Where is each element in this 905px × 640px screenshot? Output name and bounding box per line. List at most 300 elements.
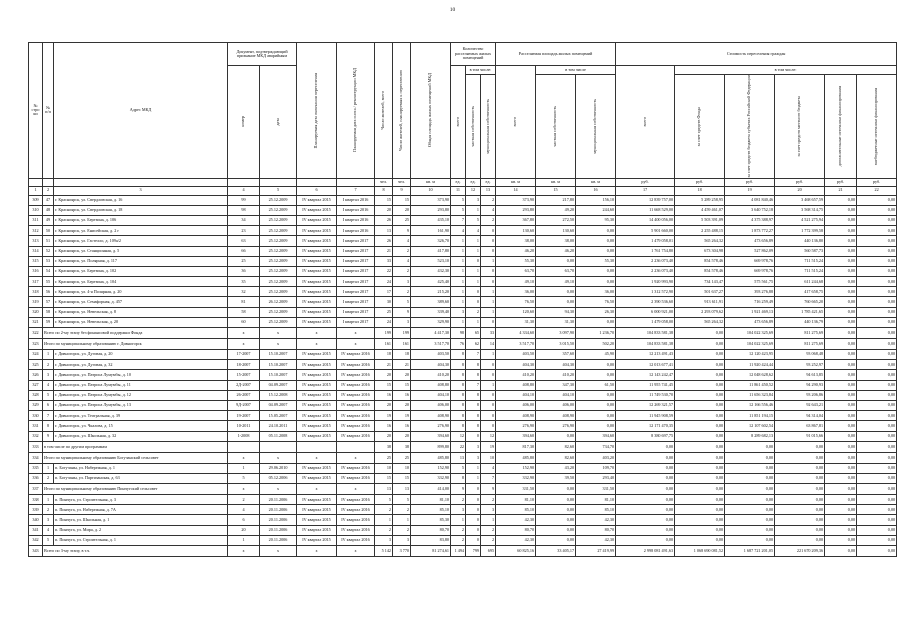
table-cell: 16 xyxy=(375,390,393,400)
table-cell: 0,00 xyxy=(825,195,857,205)
table-cell: 0,00 xyxy=(675,360,725,370)
table-cell: 501 637,27 xyxy=(675,287,725,297)
subtotal-row xyxy=(29,484,897,495)
table-cell: x xyxy=(297,484,337,495)
table-cell: 82,60 xyxy=(536,452,576,463)
table-cell: 0,00 xyxy=(857,421,897,431)
table-cell: 3 xyxy=(375,535,393,545)
table-cell: 0,00 xyxy=(857,328,897,339)
table-cell: 0,00 xyxy=(536,431,576,441)
column-number: 6 xyxy=(297,186,337,195)
table-cell: 0 xyxy=(466,505,481,515)
table-cell: 337 xyxy=(29,484,43,495)
table-cell: IV квартал 2015 xyxy=(297,431,337,441)
table-cell: 417 658,75 xyxy=(775,287,825,297)
table-cell: 0,00 xyxy=(616,484,675,495)
table-cell: 49 xyxy=(43,215,54,225)
table-cell: 55,30 xyxy=(576,256,616,266)
table-cell: 8 xyxy=(451,411,466,421)
table-cell: 0,00 xyxy=(857,287,897,297)
table-cell: 15-2007 xyxy=(228,370,260,380)
table-cell: 1 xyxy=(393,515,411,525)
table-cell: 104 833 581,38 xyxy=(616,328,675,339)
table-cell: 61,50 xyxy=(576,380,616,390)
table-cell: 94 290,93 xyxy=(775,380,825,390)
table-cell: 0,00 xyxy=(675,431,725,441)
table-cell: 0,00 xyxy=(825,350,857,360)
table-cell: 408,80 xyxy=(496,380,536,390)
table-cell: 5 xyxy=(393,297,411,307)
table-cell: 0,00 xyxy=(857,463,897,473)
table-cell: 425,40 xyxy=(411,277,451,287)
table-cell: 312 xyxy=(29,226,43,236)
table-cell: 0,00 xyxy=(536,515,576,525)
table-cell: 25 xyxy=(393,215,411,225)
table-cell: 0,00 xyxy=(857,370,897,380)
unit-sqm: кв. м xyxy=(496,178,536,186)
table-cell: 0,00 xyxy=(857,525,897,535)
table-cell: 48 xyxy=(43,205,54,215)
table-cell: 0,00 xyxy=(857,360,897,370)
table-cell: 0,00 xyxy=(675,515,725,525)
table-cell: IV квартал 2015 xyxy=(297,370,337,380)
table-cell: x xyxy=(260,546,297,557)
table-cell: 10-2011 xyxy=(228,421,260,431)
table-cell: 10 xyxy=(375,463,393,473)
table-cell: 38 xyxy=(393,441,411,452)
table-cell: 130,60 xyxy=(496,226,536,236)
table-cell: 0,00 xyxy=(857,535,897,545)
table-cell: 5 142 xyxy=(375,546,393,557)
table-cell: 0,00 xyxy=(825,287,857,297)
subtotal-row xyxy=(29,339,897,350)
table-cell: 2 236 073,40 xyxy=(616,266,675,276)
table-cell: 3 640 752,18 xyxy=(725,205,775,215)
table-cell: 104 022 325,69 xyxy=(725,328,775,339)
table-cell: 716 259,49 xyxy=(725,297,775,307)
table-cell: 9 xyxy=(481,484,496,495)
table-cell: 0,00 xyxy=(725,452,775,463)
header-cost-subject: за счет средств бюджета субъекта Российской Федерации xyxy=(725,75,775,179)
table-cell: 1 xyxy=(466,463,481,473)
unit-rub: руб. xyxy=(857,178,897,186)
table-cell: 3 517,70 xyxy=(411,339,451,350)
table-cell: 85,10 xyxy=(496,505,536,515)
table-cell: 0,00 xyxy=(616,473,675,483)
table-cell: 0,00 xyxy=(775,484,825,495)
table-cell: 473 656,89 xyxy=(725,236,775,246)
table-cell: 8 xyxy=(451,350,466,360)
table-cell: 14 xyxy=(481,339,496,350)
table-cell: 8 xyxy=(451,390,466,400)
table-cell: 25.12.2009 xyxy=(260,226,297,236)
table-cell: г. Красноярск, ул. Березина, д. 106 xyxy=(54,215,228,225)
table-cell: 0,00 xyxy=(857,215,897,225)
table-cell: 2 998 081 491,63 xyxy=(616,546,675,557)
table-cell: 2 xyxy=(393,287,411,297)
column-number: 3 xyxy=(54,186,228,195)
table-cell: IV квартал 2016 xyxy=(337,421,375,431)
table-cell: 0,00 xyxy=(825,339,857,350)
table-cell: 0,00 xyxy=(536,535,576,545)
table-cell: IV квартал 2015 xyxy=(297,515,337,525)
table-cell: 5 xyxy=(451,195,466,205)
table-cell: 25.12.2009 xyxy=(260,307,297,317)
table-cell: I квартал 2017 xyxy=(337,266,375,276)
table-cell: 34 xyxy=(228,215,260,225)
table-cell: 0,00 xyxy=(725,441,775,452)
table-cell: 406,00 xyxy=(411,400,451,410)
table-cell: 20.11.2006 xyxy=(260,535,297,545)
table-cell: 0,00 xyxy=(725,495,775,505)
table-cell: 2 xyxy=(393,246,411,256)
table-cell: 25.12.2009 xyxy=(260,246,297,256)
table-cell: 1 494 xyxy=(451,546,466,557)
table-cell: 0,00 xyxy=(825,297,857,307)
table-cell: 1 xyxy=(451,246,466,256)
column-number: 12 xyxy=(466,186,481,195)
table-cell: 3 xyxy=(451,505,466,515)
table-cell: 329 xyxy=(29,400,43,410)
table-cell: п. Пинчуга, ул. Школьная, д. 1 xyxy=(54,515,228,525)
table-cell: IV квартал 2015 xyxy=(297,380,337,390)
table-cell: 30 xyxy=(375,297,393,307)
table-cell: 80,70 xyxy=(576,525,616,535)
table-cell: 11 955 741,45 xyxy=(616,380,675,390)
table-cell: 56 xyxy=(43,287,54,297)
table-cell: I квартал 2017 xyxy=(337,277,375,287)
table-cell: 324 xyxy=(29,350,43,360)
table-row xyxy=(29,266,897,276)
table-cell: 0,00 xyxy=(825,441,857,452)
column-number: 2 xyxy=(43,186,54,195)
table-cell: 913 611,91 xyxy=(675,297,725,307)
table-cell: 11 749 530,70 xyxy=(616,390,675,400)
table-cell: 0 xyxy=(481,246,496,256)
column-number: 11 xyxy=(451,186,466,195)
table-cell: 12 120 423,95 xyxy=(725,350,775,360)
table-cell: 7 xyxy=(451,215,466,225)
header-rooms-private: частная собственность xyxy=(466,75,481,179)
table-cell: 0,00 xyxy=(616,452,675,463)
table-cell: IV квартал 2015 xyxy=(297,307,337,317)
table-cell: 25.12.2009 xyxy=(260,205,297,215)
table-cell: 21 xyxy=(393,360,411,370)
table-cell: 63 xyxy=(228,236,260,246)
table-cell: 0,00 xyxy=(675,441,725,452)
table-cell: 25.12.2009 xyxy=(260,215,297,225)
table-cell: 20 xyxy=(375,205,393,215)
table-cell: 332 xyxy=(29,431,43,441)
table-cell: 8 xyxy=(466,400,481,410)
table-cell: 0,00 xyxy=(576,411,616,421)
table-cell: 0,00 xyxy=(775,515,825,525)
table-cell: 1 xyxy=(466,317,481,327)
table-cell: 1 479 058,01 xyxy=(616,236,675,246)
table-cell: 25.12.2009 xyxy=(260,317,297,327)
table-cell: 0,00 xyxy=(857,380,897,390)
table-cell: 161 xyxy=(375,339,393,350)
table-cell: п. Пинчуга, ул. Мира, д. 2 xyxy=(54,525,228,535)
table-cell: 1 xyxy=(451,515,466,525)
table-cell: 20 xyxy=(393,205,411,215)
table-cell: 15.10.2007 xyxy=(260,360,297,370)
table-cell: 0,00 xyxy=(616,495,675,505)
table-cell: 0,00 xyxy=(775,473,825,483)
table-cell: IV квартал 2016 xyxy=(337,495,375,505)
table-cell: 0 xyxy=(466,431,481,441)
table-cell: 0,00 xyxy=(857,495,897,505)
subtotal-row xyxy=(29,452,897,463)
subtotal-label: Итого по муниципальному образованию Богучанский сельсовет xyxy=(43,452,228,463)
table-cell: 0,00 xyxy=(725,535,775,545)
table-cell: IV квартал 2016 xyxy=(337,463,375,473)
table-cell: 0 xyxy=(481,317,496,327)
table-cell: 0,00 xyxy=(825,535,857,545)
table-cell: x xyxy=(297,452,337,463)
table-cell: 1 921 469,13 xyxy=(725,307,775,317)
table-cell: 12 839 757,00 xyxy=(616,195,675,205)
table-cell: 0,00 xyxy=(616,525,675,535)
table-cell: 0 xyxy=(466,256,481,266)
table-cell: 1 xyxy=(481,515,496,525)
table-cell xyxy=(228,441,260,452)
table-cell: 3 xyxy=(393,317,411,327)
table-cell: 328 xyxy=(29,390,43,400)
table-cell: 1 xyxy=(43,350,54,360)
table-cell: 1 xyxy=(466,246,481,256)
table-cell: x xyxy=(337,484,375,495)
table-cell: 394,60 xyxy=(576,431,616,441)
table-cell: 1 687 721 201,05 xyxy=(725,546,775,557)
header-cost-incl: в том числе: xyxy=(675,66,897,75)
table-cell: 36,00 xyxy=(496,287,536,297)
table-row xyxy=(29,525,897,535)
table-cell: 22 xyxy=(451,441,466,452)
table-cell: 1-2008 xyxy=(228,431,260,441)
table-cell: 0,00 xyxy=(775,505,825,515)
table-cell: 2 xyxy=(228,495,260,505)
table-cell: IV квартал 2015 xyxy=(297,390,337,400)
subtotal-row xyxy=(29,328,897,339)
table-cell: 0,00 xyxy=(825,400,857,410)
table-cell: 82,60 xyxy=(536,441,576,452)
unit-cell xyxy=(337,178,375,186)
table-cell: 0,00 xyxy=(675,370,725,380)
table-cell: 8 xyxy=(451,380,466,390)
column-number: 22 xyxy=(857,186,897,195)
table-row xyxy=(29,473,897,483)
table-cell: 0,00 xyxy=(725,473,775,483)
table-cell: 161 xyxy=(393,339,411,350)
table-cell: 0,00 xyxy=(825,360,857,370)
table-cell: 21 xyxy=(375,360,393,370)
table-cell: 2Д-2007 xyxy=(228,380,260,390)
table-cell: 0,00 xyxy=(616,441,675,452)
table-cell: 2 xyxy=(481,535,496,545)
table-cell xyxy=(337,441,375,452)
table-cell: 0,00 xyxy=(675,400,725,410)
table-cell: x xyxy=(297,328,337,339)
table-cell: 2 xyxy=(393,505,411,515)
header-planned-date: Планируемая дата окончания переселения xyxy=(297,43,337,179)
table-cell: IV квартал 2015 xyxy=(297,505,337,515)
table-cell: 1 479 058,00 xyxy=(616,317,675,327)
table-cell: 32 xyxy=(228,287,260,297)
unit-rub: руб. xyxy=(675,178,725,186)
table-cell: 1 873 772,27 xyxy=(725,226,775,236)
table-cell: 26,30 xyxy=(576,307,616,317)
table-cell: 10 xyxy=(481,452,496,463)
table-cell: I квартал 2017 xyxy=(337,297,375,307)
page-number: 10 xyxy=(449,7,456,13)
table-cell: 403,20 xyxy=(576,452,616,463)
table-cell: 19 xyxy=(481,441,496,452)
table-cell: 0,00 xyxy=(775,495,825,505)
table-cell: 9Д-2007 xyxy=(228,400,260,410)
table-cell: x xyxy=(260,339,297,350)
header-cost-extra: внебюджетные источники финансирования xyxy=(857,75,897,179)
table-cell: x xyxy=(260,452,297,463)
table-cell: 404,10 xyxy=(411,390,451,400)
unit-cell xyxy=(228,178,260,186)
table-cell: I квартал 2016 xyxy=(337,226,375,236)
table-cell: 9 xyxy=(393,226,411,236)
header-area-incl: в том числе xyxy=(536,66,616,75)
table-cell: 42,30 xyxy=(496,515,536,525)
table-cell: 0,00 xyxy=(825,452,857,463)
table-cell: x xyxy=(337,328,375,339)
table-cell: 16 xyxy=(375,421,393,431)
table-cell: 3 517,70 xyxy=(496,339,536,350)
table-cell: 3 770 xyxy=(393,546,411,557)
table-cell: 0,00 xyxy=(675,463,725,473)
table-cell: г. Красноярск, ул. Енисейская, д. 2 г xyxy=(54,226,228,236)
table-cell: 0,00 xyxy=(576,390,616,400)
header-residents: Число жителей, всего xyxy=(375,43,393,179)
table-cell: 4 xyxy=(451,226,466,236)
table-cell: 9 xyxy=(43,431,54,441)
table-cell: 0,00 xyxy=(825,515,857,525)
column-number: 14 xyxy=(496,186,536,195)
table-cell: 4 xyxy=(466,226,481,236)
table-cell: 50 xyxy=(43,226,54,236)
table-cell: 0 xyxy=(466,287,481,297)
table-cell: 272,50 xyxy=(536,215,576,225)
table-cell: 0,00 xyxy=(825,226,857,236)
table-cell: 1 xyxy=(451,277,466,287)
table-cell: x xyxy=(297,339,337,350)
table-cell: I квартал 2016 xyxy=(337,215,375,225)
table-cell: 7 xyxy=(481,473,496,483)
unit-cell xyxy=(43,178,54,186)
table-cell: 25.12.2009 xyxy=(260,287,297,297)
table-cell: x xyxy=(228,546,260,557)
header-document: Документ, подтверждающий признание МКД аварийным xyxy=(228,43,297,66)
table-cell: 1 920 993,90 xyxy=(616,277,675,287)
table-cell: 1 xyxy=(481,350,496,360)
table-cell: 12 xyxy=(451,431,466,441)
table-cell: 406,00 xyxy=(496,400,536,410)
table-cell: 0,00 xyxy=(536,297,576,307)
table-cell: 0 xyxy=(481,400,496,410)
table-cell: 4 417,30 xyxy=(411,328,451,339)
table-cell: 1 xyxy=(481,287,496,297)
table-cell: 1 xyxy=(466,236,481,246)
column-number: 18 xyxy=(675,186,725,195)
table-cell: 14 400 056,00 xyxy=(616,215,675,225)
table-cell: 2 xyxy=(43,360,54,370)
table-cell: 1 xyxy=(466,266,481,276)
table-cell: 12 269 321,57 xyxy=(616,400,675,410)
table-cell: 60 xyxy=(228,317,260,327)
table-cell: 0 xyxy=(481,390,496,400)
table-cell: 11 945 908,59 xyxy=(616,411,675,421)
table-cell: 20 xyxy=(393,431,411,441)
table-cell: 2 255 488,15 xyxy=(675,226,725,236)
table-row xyxy=(29,431,897,441)
table-cell: 2 xyxy=(375,525,393,535)
table-cell: 406,00 xyxy=(536,400,576,410)
table-cell: 12 xyxy=(481,431,496,441)
table-cell: 0,00 xyxy=(576,277,616,287)
table-cell: 1 785 421,65 xyxy=(775,307,825,317)
table-cell: 0,00 xyxy=(857,307,897,317)
table-cell: 0,00 xyxy=(857,546,897,557)
table-cell: 6 xyxy=(43,400,54,410)
table-cell: 1 xyxy=(466,473,481,483)
table-cell: г. Дивногорск, ул. Дуговая, д. 20 xyxy=(54,350,228,360)
table-cell: 13 xyxy=(375,484,393,495)
table-cell: 12 048 628,62 xyxy=(725,370,775,380)
table-cell: 695 xyxy=(481,546,496,557)
table-cell: 92 643,21 xyxy=(775,400,825,410)
table-cell: x xyxy=(228,328,260,339)
table-cell: г. Дивногорск, ул. Театральная, д. 39 xyxy=(54,411,228,421)
table-cell: 1 xyxy=(43,463,54,473)
table-cell: 58 xyxy=(43,307,54,317)
table-cell: 0 xyxy=(466,535,481,545)
table-cell: г. Красноярск, ул. Семафорная, д. 457 xyxy=(54,297,228,307)
table-cell: 2 xyxy=(451,535,466,545)
table-cell: 0,00 xyxy=(857,390,897,400)
table-cell: 0,00 xyxy=(675,535,725,545)
table-cell: 0,00 xyxy=(775,452,825,463)
table-cell: г. Красноярск, ул. Свердловская, д. 18 xyxy=(54,205,228,215)
table-cell: 0,00 xyxy=(825,546,857,557)
table-cell: г. Красноярск, ул. Свердловская, д. 16 xyxy=(54,195,228,205)
table-cell: 20.11.2006 xyxy=(260,525,297,535)
table-cell: 24 xyxy=(375,277,393,287)
column-number: 15 xyxy=(536,186,576,195)
column-number: 10 xyxy=(411,186,451,195)
table-cell: 1 xyxy=(451,266,466,276)
table-cell: 0,00 xyxy=(616,515,675,525)
table-cell: 0,00 xyxy=(825,317,857,327)
table-cell: г. Красноярск, ул. Полярная, д. 117 xyxy=(54,256,228,266)
table-cell: 1 xyxy=(481,380,496,390)
column-number: 20 xyxy=(775,186,825,195)
table-cell: 244,60 xyxy=(576,205,616,215)
table-row xyxy=(29,370,897,380)
table-cell: 333 xyxy=(29,441,43,452)
table-row xyxy=(29,195,897,205)
table-cell: 0,00 xyxy=(857,400,897,410)
table-cell: 63 867,81 xyxy=(775,421,825,431)
table-cell: 527 862,09 xyxy=(725,246,775,256)
table-cell: 49,10 xyxy=(536,277,576,287)
table-cell: 565 264,32 xyxy=(675,236,725,246)
